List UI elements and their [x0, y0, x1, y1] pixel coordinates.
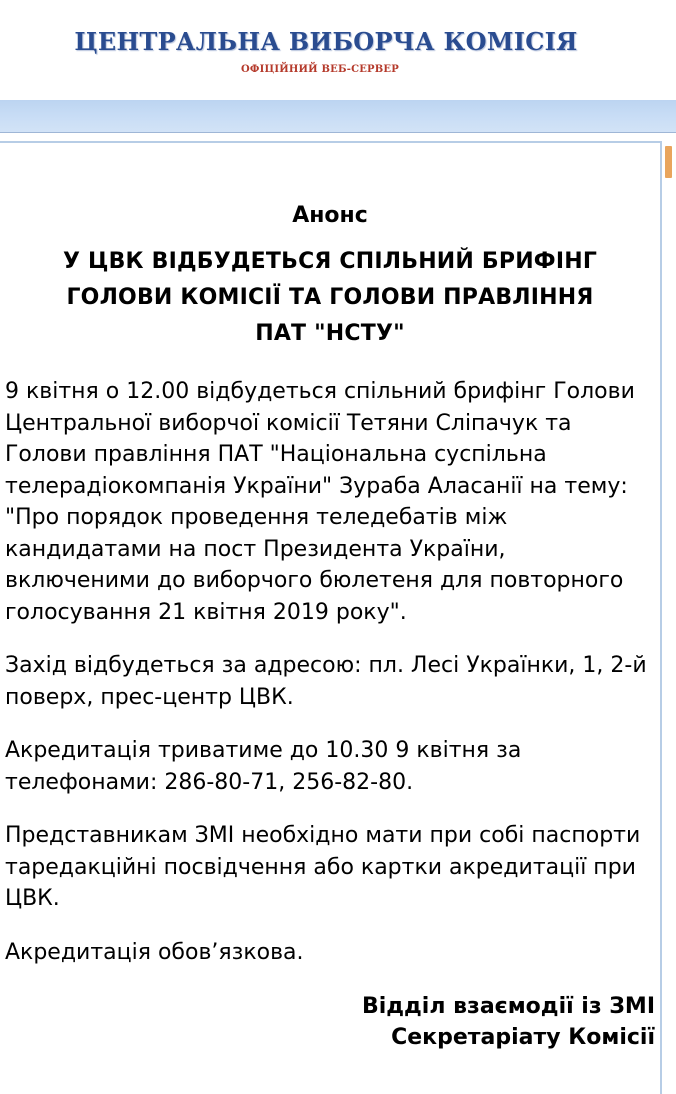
site-header — [0, 0, 676, 100]
sidebar-tab-marker[interactable] — [665, 146, 672, 178]
article-paragraph-address: Захід відбудеться за адресою: пл. Лесі Українки, 1, 2-й поверх, прес-центр ЦВК. — [5, 653, 647, 710]
site-title[interactable]: ЦЕНТРАЛЬНА ВИБОРЧА КОМІСІЯ — [74, 27, 578, 56]
article-title — [5, 244, 655, 352]
announcement-article — [5, 195, 655, 1053]
article-title-line: ГОЛОВИ КОМІСІЇ ТА ГОЛОВИ ПРАВЛІННЯ — [66, 285, 594, 310]
article-body — [5, 376, 655, 968]
navigation-bar — [0, 100, 676, 133]
article-paragraph-briefing: 9 квітня о 12.00 відбудеться спільний брифінг Голови Центральної виборчої комісії Тетяни Сліпачук та Голови правління ПАТ "Національна суспільна телерадіокомпанія України" Зураба Аласанії на тему: "Про порядок проведення теледебатів між кандидатами на пост Президента України, включеними до виборчого бюлетеня для повторного голосування 21 квітня 2019 року". — [5, 379, 635, 625]
signature-line-department: Відділ взаємодії із ЗМІ — [361, 994, 655, 1019]
article-paragraph-accreditation-phones: Акредитація триватиме до 10.30 9 квітня за телефонами: 286-80-71, 256-82-80. — [5, 738, 522, 795]
article-title-line: У ЦВК ВІДБУДЕТЬСЯ СПІЛЬНИЙ БРИФІНГ — [62, 249, 598, 274]
article-kicker: Анонс — [292, 203, 368, 228]
article-signature — [5, 991, 655, 1053]
article-paragraph-documents: Представникам ЗМІ необхідно мати при собі паспорти таредакційні посвідчення або картки акредитації при ЦВК. — [5, 823, 641, 911]
right-sidebar-edge — [664, 141, 676, 1094]
article-title-line: ПАТ "НСТУ" — [255, 321, 405, 346]
signature-line-secretariat: Секретаріату Комісії — [391, 1025, 655, 1050]
site-subtitle: ОФІЦІЙНИЙ ВЕБ-СЕРВЕР — [241, 64, 399, 75]
article-paragraph-mandatory: Акредитація обов’язкова. — [5, 939, 304, 965]
